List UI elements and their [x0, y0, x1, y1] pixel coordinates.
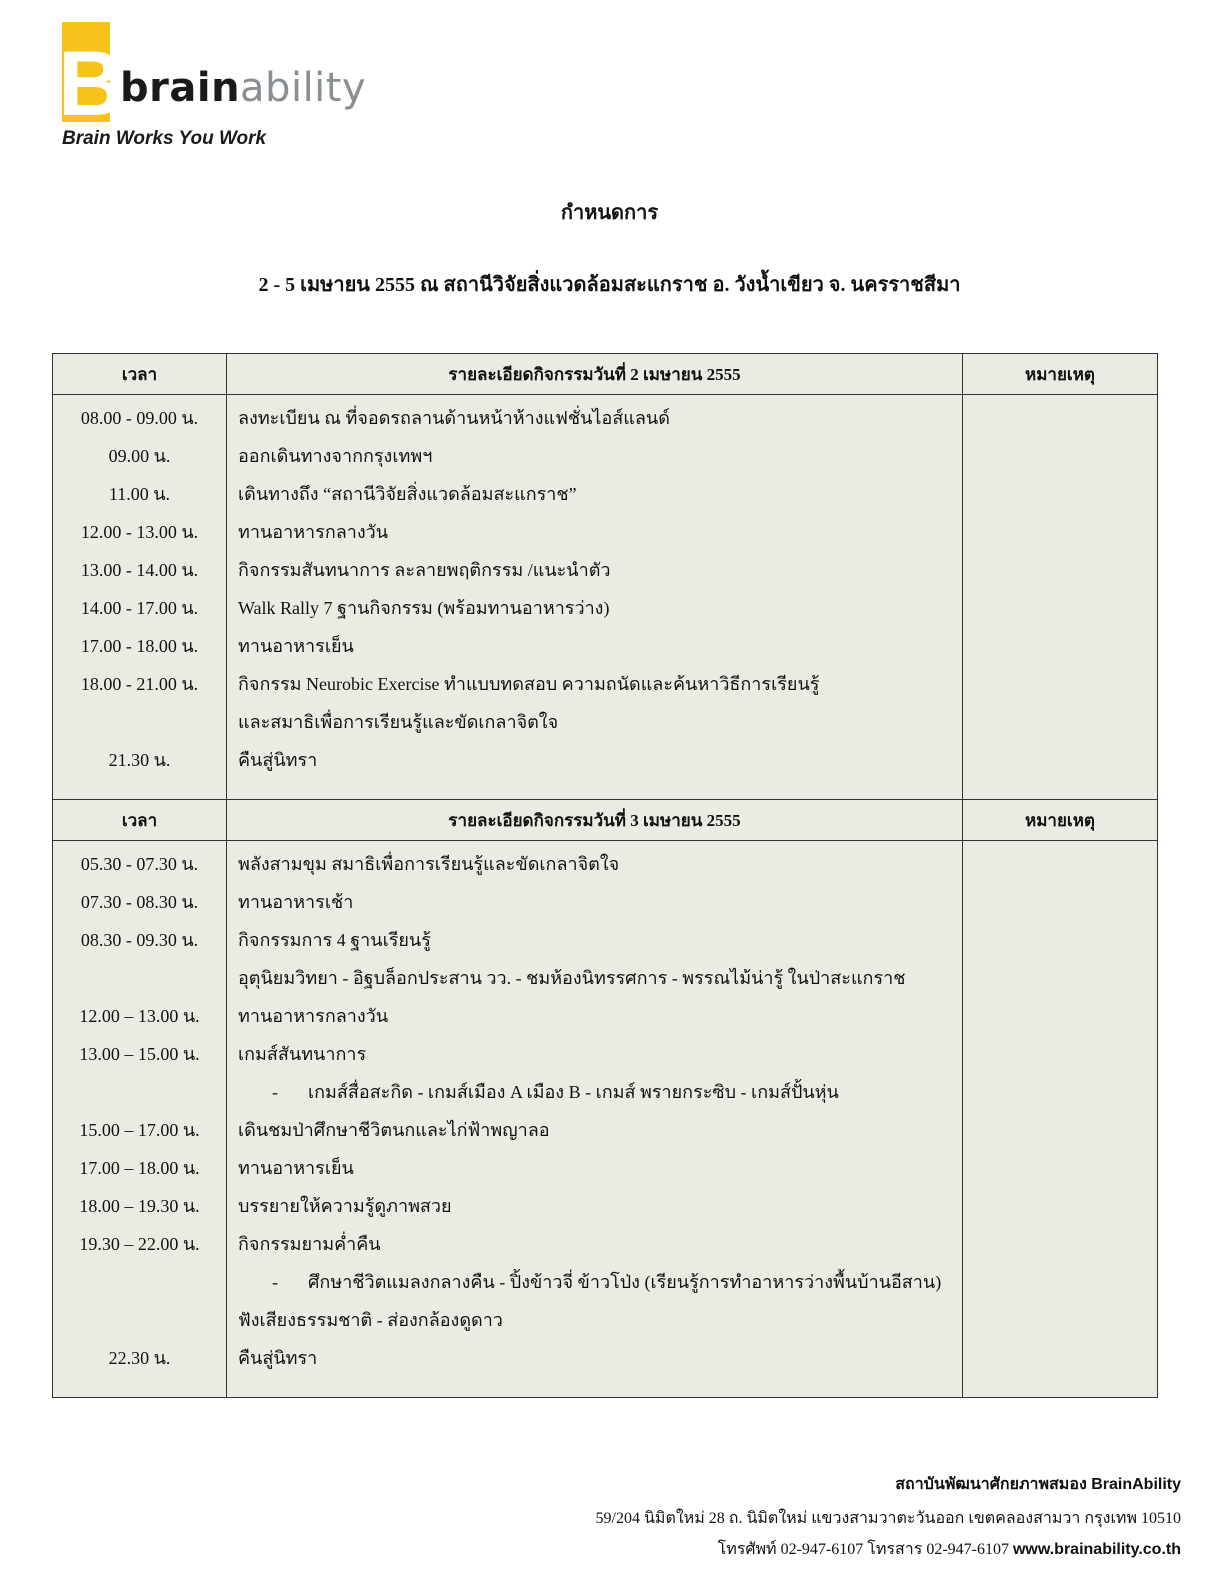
activity-line: เกมส์สันทนาการ: [238, 1044, 367, 1064]
day1-note-cell: [963, 395, 1158, 800]
brainability-logo: [58, 22, 367, 157]
activity-line: ออกเดินทางจากกรุงเทพฯ: [238, 446, 433, 466]
day1-time-header: เวลา: [53, 354, 227, 395]
time-slot: [53, 1263, 226, 1301]
activity-line: กิจกรรมการ 4 ฐานเรียนรู้: [238, 930, 431, 950]
day1-time-cell: [53, 395, 227, 800]
time-slot: 21.30 น.: [108, 750, 171, 770]
logo-letter: B: [58, 33, 125, 135]
activity-line: Walk Rally 7 ฐานกิจกรรม (พร้อมทานอาหารว่าง): [238, 598, 610, 618]
day2-body-row: [53, 841, 1158, 1398]
time-slot: 14.00 - 17.00 น.: [80, 598, 199, 618]
time-slot: [53, 703, 226, 741]
time-slot: [53, 1301, 226, 1339]
activity-line: ทานอาหารเช้า: [238, 892, 354, 912]
bullet-dash: -: [272, 1082, 278, 1102]
time-slot: 07.30 - 08.30 น.: [80, 892, 199, 912]
logo-wordmark: [120, 65, 367, 111]
day2-detail-header: รายละเอียดกิจกรรมวันที่ 3 เมษายน 2555: [227, 800, 963, 841]
time-slot: 15.00 – 17.00 น.: [79, 1120, 200, 1140]
logo-b-mark: [58, 22, 125, 135]
day2-note-cell: [963, 841, 1158, 1398]
time-slot: 08.00 - 09.00 น.: [80, 408, 199, 428]
page-subtitle: 2 - 5 เมษายน 2555 ณ สถานีวิจัยสิ่งแวดล้อมสะแกราช อ. วังน้ำเขียว จ. นครราชสีมา: [258, 274, 961, 296]
activity-line: พลังสามขุม สมาธิเพื่อการเรียนรู้และขัดเกลาจิตใจ: [238, 854, 620, 874]
activity-line: [227, 1263, 962, 1301]
activity-line: กิจกรรม Neurobic Exercise ทำแบบทดสอบ ความถนัดและค้นหาวิธีการเรียนรู้: [238, 674, 820, 694]
activity-line: และสมาธิเพื่อการเรียนรู้และขัดเกลาจิตใจ: [238, 712, 559, 732]
activity-line: อุตุนิยมวิทยา - อิฐบล็อกประสาน วว. - ชมห้องนิทรรศการ - พรรณไม้น่ารู้ ในป่าสะแกราช: [238, 968, 906, 988]
time-slot: 12.00 – 13.00 น.: [79, 1006, 200, 1026]
time-slot: 19.30 – 22.00 น.: [79, 1234, 200, 1254]
activity-line: บรรยายให้ความรู้ดูภาพสวย: [238, 1196, 452, 1216]
activity-line: ฟังเสียงธรรมชาติ - ส่องกล้องดูดาว: [238, 1310, 503, 1330]
activity-line: คืนสู่นิทรา: [238, 1348, 318, 1368]
time-slot: 08.30 - 09.30 น.: [80, 930, 199, 950]
day2-time-cell: [53, 841, 227, 1398]
activity-line: เดินชมป่าศึกษาชีวิตนกและไก่ฟ้าพญาลอ: [238, 1120, 550, 1140]
activity-line: [227, 1073, 962, 1111]
activity-line: ทานอาหารเย็น: [238, 636, 354, 656]
time-slot: 18.00 – 19.30 น.: [79, 1196, 200, 1216]
footer-website-link[interactable]: www.brainability.co.th: [1012, 1541, 1181, 1558]
day2-note-header: หมายเหตุ: [963, 800, 1158, 841]
time-slot: 11.00 น.: [108, 484, 171, 504]
time-slot: [53, 1073, 226, 1111]
activity-line: เดินทางถึง “สถานีวิจัยสิ่งแวดล้อมสะแกราช”: [238, 484, 577, 504]
day1-note-header: หมายเหตุ: [963, 354, 1158, 395]
logo-tagline: Brain Works You Work: [62, 128, 267, 149]
schedule-table: [52, 353, 1158, 1398]
time-slot: 22.30 น.: [108, 1348, 171, 1368]
activity-line: ทานอาหารกลางวัน: [238, 1006, 389, 1026]
footer-phone: โทรศัพท์ 02-947-6107 โทรสาร 02-947-6107: [717, 1541, 1009, 1558]
logo-word-brain: brain: [120, 65, 241, 111]
footer-address: 59/204 นิมิตใหม่ 28 ถ. นิมิตใหม่ แขวงสามวาตะวันออก เขตคลองสามวา กรุงเทพ 10510: [595, 1510, 1181, 1527]
time-slot: 09.00 น.: [108, 446, 171, 466]
time-slot: 12.00 - 13.00 น.: [80, 522, 199, 542]
time-slot: 18.00 - 21.00 น.: [80, 674, 199, 694]
activity-line: ทานอาหารเย็น: [238, 1158, 354, 1178]
footer-contact: [718, 1537, 1181, 1562]
activity-line: กิจกรรมยามค่ำคืน: [238, 1234, 381, 1254]
time-slot: 17.00 – 18.00 น.: [79, 1158, 200, 1178]
day1-activity-cell: [227, 395, 963, 800]
footer-org-name: สถาบันพัฒนาศักยภาพสมอง BrainAbility: [895, 1476, 1181, 1493]
activity-line: กิจกรรมสันทนาการ ละลายพฤติกรรม /แนะนำตัว: [238, 560, 611, 580]
bullet-dash: -: [272, 1272, 278, 1292]
day1-detail-header: รายละเอียดกิจกรรมวันที่ 2 เมษายน 2555: [227, 354, 963, 395]
activity-text: เกมส์สื่อสะกิด - เกมส์เมือง A เมือง B - เกมส์ พรายกระซิบ - เกมส์ปั้นหุ่น: [308, 1082, 839, 1102]
time-slot: 13.00 - 14.00 น.: [80, 560, 199, 580]
time-slot: 17.00 - 18.00 น.: [80, 636, 199, 656]
day2-activity-cell: [227, 841, 963, 1398]
day1-header-row: [53, 354, 1158, 395]
activity-line: คืนสู่นิทรา: [238, 750, 318, 770]
activity-line: ทานอาหารกลางวัน: [238, 522, 389, 542]
activity-text: ศึกษาชีวิตแมลงกลางคืน - ปิ้งข้าวจี่ ข้าวโป่ง (เรียนรู้การทำอาหารว่างพื้นบ้านอีสาน): [308, 1272, 942, 1292]
time-slot: 05.30 - 07.30 น.: [80, 854, 199, 874]
activity-line: ลงทะเบียน ณ ที่จอดรถลานด้านหน้าห้างแฟชั่นไอส์แลนด์: [238, 408, 670, 428]
day2-header-row: [53, 800, 1158, 841]
day1-body-row: [53, 395, 1158, 800]
page-title: กำหนดการ: [560, 202, 659, 224]
day2-time-header: เวลา: [53, 800, 227, 841]
logo-word-ability: ability: [240, 65, 367, 111]
time-slot: 13.00 – 15.00 น.: [79, 1044, 200, 1064]
time-slot: [53, 959, 226, 997]
